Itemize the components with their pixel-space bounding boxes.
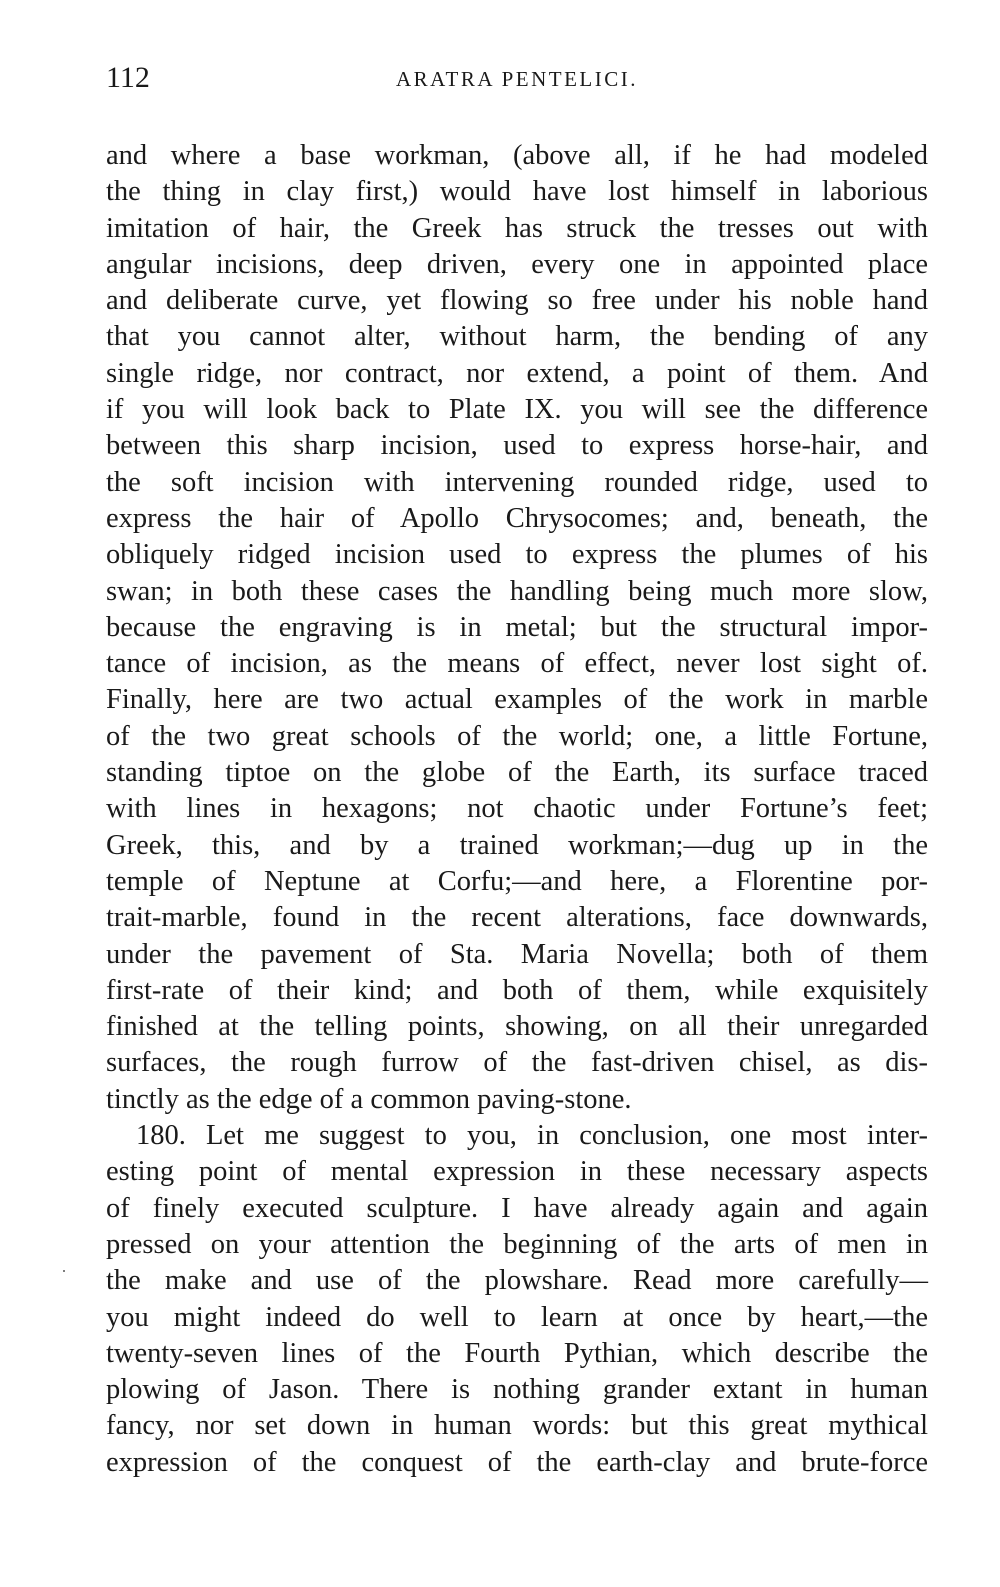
text-line: angular incisions, deep driven, every one in appointed place — [106, 248, 928, 280]
text-line: the thing in clay first,) would have lost himself in laborious — [106, 176, 928, 208]
text-line: under the pavement of Sta. Maria Novella; both of them — [106, 938, 928, 970]
text-line: finished at the telling points, showing, on all their unregarded — [106, 1011, 928, 1043]
text-line: trait-marble, found in the recent alterations, face downwards, — [106, 902, 928, 934]
text-line: the make and use of the plowshare. Read more carefully— — [106, 1265, 928, 1297]
page-header — [106, 60, 928, 100]
text-line: between this sharp incision, used to express horse-hair, and — [106, 430, 928, 462]
text-line: obliquely ridged incision used to express the plumes of his — [106, 539, 928, 571]
text-line: if you will look back to Plate IX. you will see the difference — [106, 394, 928, 426]
text-line: Greek, this, and by a trained workman;—dug up in the — [106, 829, 928, 861]
paragraph-last-line: tinctly as the edge of a common paving-stone. — [106, 1083, 632, 1115]
text-line: you might indeed do well to learn at once by heart,—the — [106, 1301, 928, 1333]
paragraph-180-start: 180. Let me suggest to you, in conclusion, one most inter- — [136, 1120, 928, 1152]
text-line: of finely executed sculpture. I have already again and again — [106, 1192, 928, 1224]
text-line: first-rate of their kind; and both of them, while exquisitely — [106, 974, 928, 1006]
text-line: that you cannot alter, without harm, the bending of any — [106, 321, 928, 353]
text-line: temple of Neptune at Corfu;—and here, a Florentine por- — [106, 865, 928, 897]
page-number: 112 — [106, 61, 150, 94]
text-line: swan; in both these cases the handling being much more slow, — [106, 575, 928, 607]
text-line: express the hair of Apollo Chrysocomes; and, beneath, the — [106, 502, 928, 534]
text-line: surfaces, the rough furrow of the fast-driven chisel, as dis- — [106, 1047, 928, 1079]
body-text — [106, 138, 928, 1481]
text-line: with lines in hexagons; not chaotic under Fortune’s feet; — [106, 793, 928, 825]
text-line: the soft incision with intervening rounded ridge, used to — [106, 466, 928, 498]
text-line: and deliberate curve, yet flowing so free under his noble hand — [106, 285, 928, 317]
text-line: esting point of mental expression in these necessary aspects — [106, 1156, 928, 1188]
text-line: fancy, nor set down in human words: but this great mythical — [106, 1410, 928, 1442]
text-line: twenty-seven lines of the Fourth Pythian, which describe the — [106, 1337, 928, 1369]
text-line: imitation of hair, the Greek has struck the tresses out with — [106, 212, 928, 244]
text-line: standing tiptoe on the globe of the Earth, its surface traced — [106, 757, 928, 789]
text-line: because the engraving is in metal; but the structural impor- — [106, 611, 928, 643]
print-speck — [63, 1270, 65, 1272]
text-line: single ridge, nor contract, nor extend, a point of them. And — [106, 357, 928, 389]
text-line: Finally, here are two actual examples of the work in marble — [106, 684, 928, 716]
running-title: ARATRA PENTELICI. — [396, 67, 638, 91]
text-line: of the two great schools of the world; one, a little Fortune, — [106, 720, 928, 752]
text-line: expression of the conquest of the earth-clay and brute-force — [106, 1446, 928, 1478]
text-line: and where a base workman, (above all, if he had modeled — [106, 140, 928, 171]
text-line: pressed on your attention the beginning of the arts of men in — [106, 1228, 928, 1260]
text-line: plowing of Jason. There is nothing grander extant in human — [106, 1374, 928, 1406]
text-line: tance of incision, as the means of effect, never lost sight of. — [106, 648, 928, 680]
